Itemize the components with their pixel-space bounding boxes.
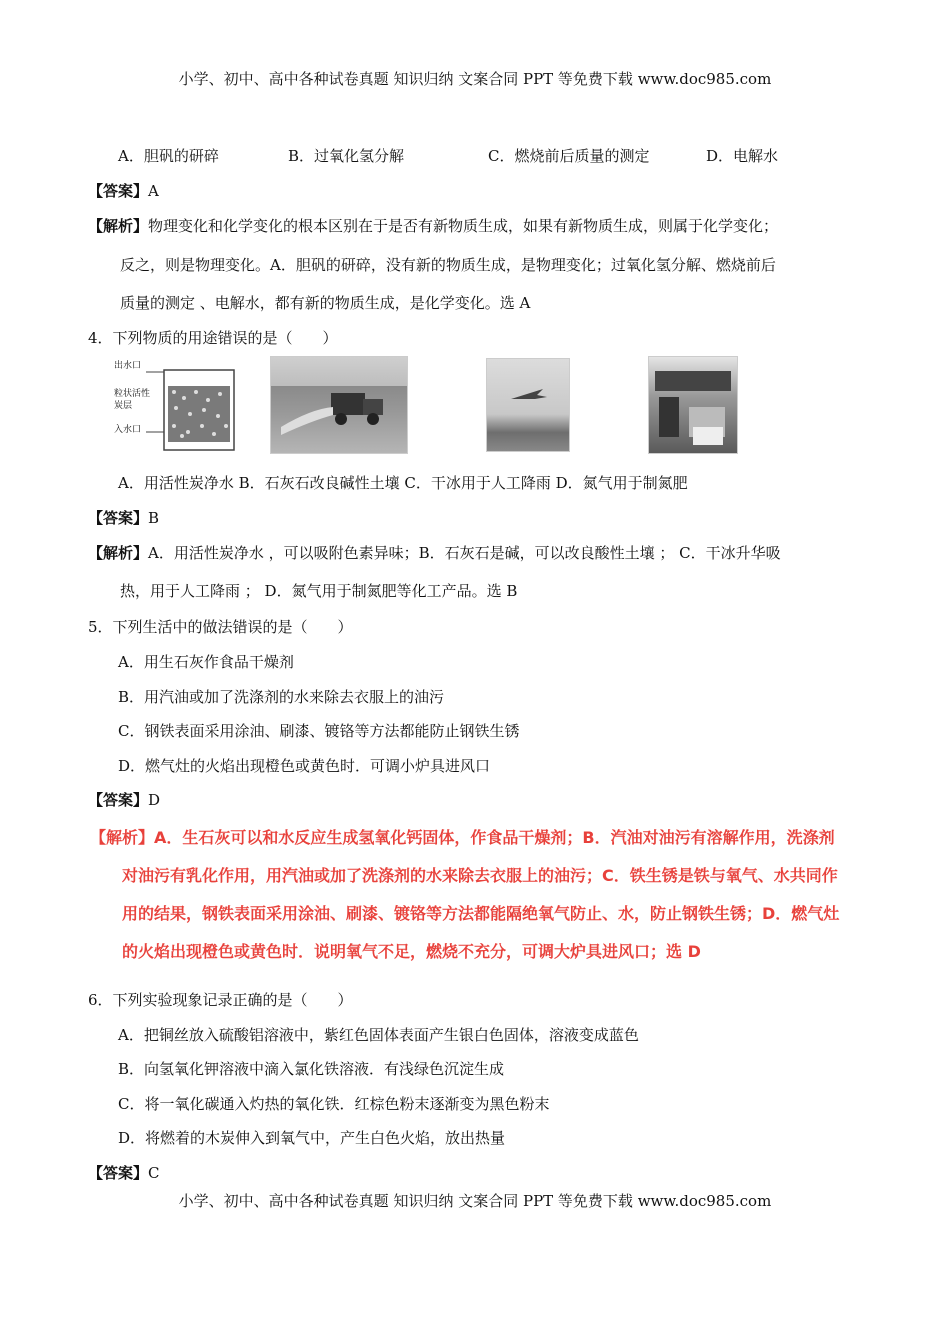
q5-analysis-line-3: 用的结果，钢铁表面采用涂油、刷漆、镀铬等方法都能隔绝氧气防止、水，防止钢铁生锈；D．燃气灶	[122, 904, 840, 923]
q5-analysis-line-4: 的火焰出现橙色或黄色时．说明氧气不足，燃烧不充分，可调大炉具进风口；选 D	[122, 942, 701, 961]
filter-label-carbon: 粒状活性炭层	[114, 389, 151, 411]
q5-answer	[88, 790, 160, 810]
q5-option-b: B．用汽油或加了洗涤剂的水来除去衣服上的油污	[118, 688, 445, 706]
q5-analysis-line-2: 对油污有乳化作用，用汽油或加了洗涤剂的水来除去衣服上的油污；C．铁生锈是铁与氧气、水共同作	[122, 866, 838, 885]
photo-farm-machine	[270, 356, 408, 454]
q4-stem: 4．下列物质的用途错误的是（ ）	[88, 329, 338, 347]
q5-option-c: C．钢铁表面采用涂油、刷漆、镀铬等方法都能防止钢铁生锈	[118, 722, 520, 740]
q5-option-d: D．燃气灶的火焰出现橙色或黄色时．可调小炉具进风口	[118, 757, 491, 775]
answer-value: C	[148, 1164, 160, 1182]
q3-analysis-line-1	[88, 216, 778, 236]
analysis-label: 【解析】	[88, 544, 149, 562]
answer-label: 【答案】	[88, 509, 149, 527]
q4-analysis-line-2: 热，用于人工降雨 ； D．氮气用于制氮肥等化工产品。选 B	[120, 582, 518, 600]
q4-analysis-line-1	[88, 543, 781, 563]
q6-option-d: D．将燃着的木炭伸入到氧气中，产生白色火焰，放出热量	[118, 1129, 506, 1147]
figure-water-filter	[114, 356, 244, 456]
answer-label: 【答案】	[88, 1164, 149, 1182]
answer-label: 【答案】	[88, 182, 149, 200]
q4-options: A．用活性炭净水 B．石灰石改良碱性土壤 C．干冰用于人工降雨 D．氮气用于制氮肥	[118, 474, 688, 492]
analysis-text: A．用活性炭净水 ，可以吸附色素异味；B．石灰石是碱，可以改良酸性土壤 ； C．干冰升华吸	[148, 544, 781, 562]
q3-analysis-line-2: 反之，则是物理变化。A．胆矾的研碎，没有新的物质生成，是物理变化；过氧化氢分解、燃烧前后	[120, 256, 776, 274]
q3-analysis-line-3: 质量的测定 、电解水，都有新的物质生成，是化学变化。选 A	[120, 294, 531, 312]
q6-answer	[88, 1163, 160, 1183]
q3-option-b: B．过氧化氢分解	[288, 147, 405, 165]
q6-option-b: B．向氢氧化钾溶液中滴入氯化铁溶液．有浅绿色沉淀生成	[118, 1060, 505, 1078]
analysis-text: 物理变化和化学变化的根本区别在于是否有新物质生成，如果有新物质生成，则属于化学变化；	[148, 217, 779, 235]
q3-option-c: C．燃烧前后质量的测定	[488, 147, 650, 165]
q3-option-a: A．胆矾的研碎	[118, 147, 219, 165]
plane-shape	[487, 359, 569, 451]
answer-value: A	[148, 182, 159, 200]
q5-stem: 5．下列生活中的做法错误的是（ ）	[88, 618, 353, 636]
q5-option-a: A．用生石灰作食品干燥剂	[118, 653, 294, 671]
page-header: 小学、初中、高中各种试卷真题 知识归纳 文案合同 PPT 等免费下载 www.doc985.com	[178, 70, 772, 88]
page-footer: 小学、初中、高中各种试卷真题 知识归纳 文案合同 PPT 等免费下载 www.doc985.com	[178, 1192, 772, 1210]
answer-value: D	[148, 791, 161, 809]
photo-factory	[648, 356, 738, 454]
q6-option-c: C．将一氧化碳通入灼热的氧化铁．红棕色粉末逐渐变为黑色粉末	[118, 1095, 550, 1113]
filter-label-outlet: 出水口	[114, 361, 142, 371]
analysis-label: 【解析】	[88, 217, 149, 235]
factory-shape	[649, 357, 737, 453]
q5-analysis-line-1: 【解析】A．生石灰可以和水反应生成氢氧化钙固体，作食品干燥剂；B．汽油对油污有溶解作用，洗涤剂	[90, 828, 835, 847]
q6-option-a: A．把铜丝放入硫酸铝溶液中，紫红色固体表面产生银白色固体，溶液变成蓝色	[118, 1026, 639, 1044]
q4-answer	[88, 508, 159, 528]
farm-machine-shape	[271, 357, 407, 453]
photo-plane-sky	[486, 358, 570, 452]
filter-label-inlet: 入水口	[114, 425, 142, 435]
answer-value: B	[148, 509, 160, 527]
q3-option-d: D．电解水	[706, 147, 779, 165]
answer-label: 【答案】	[88, 791, 149, 809]
q6-stem: 6．下列实验现象记录正确的是（ ）	[88, 991, 353, 1009]
q3-answer	[88, 181, 159, 201]
